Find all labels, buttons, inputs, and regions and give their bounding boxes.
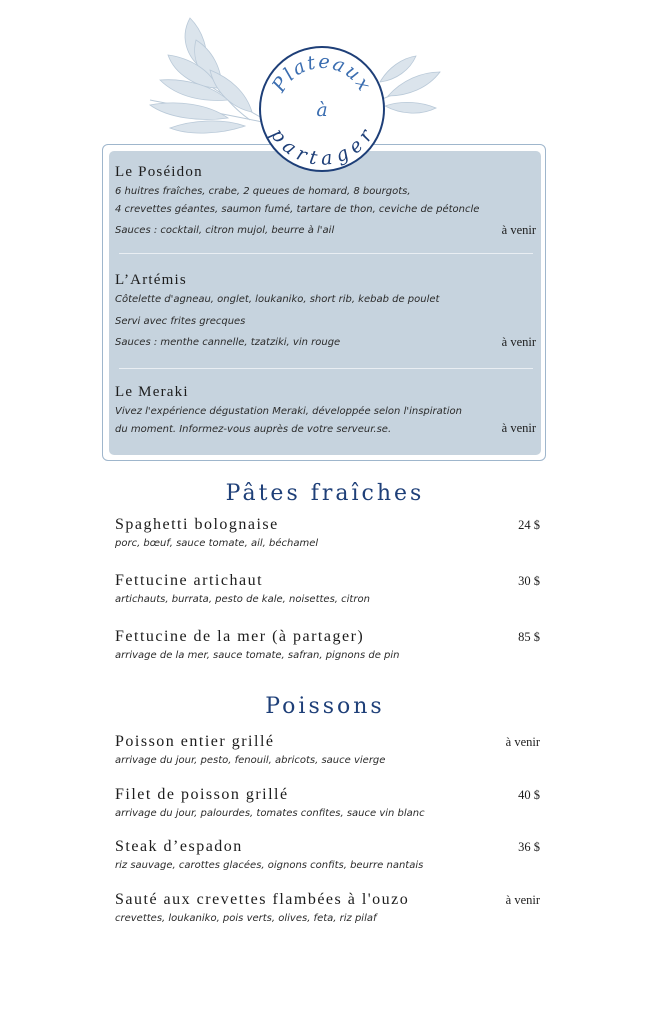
platter-price: à venir	[501, 223, 536, 237]
item-price: 24 $	[518, 518, 540, 532]
item-price: 85 $	[518, 630, 540, 644]
section-title-pates: Pâtes fraîches	[225, 481, 425, 506]
badge-line3: partager	[265, 124, 379, 170]
item-description: crevettes, loukaniko, pois verts, olives, feta, riz pilaf	[115, 913, 377, 924]
menu-item	[115, 628, 540, 668]
section-title-poissons: Poissons	[265, 694, 385, 719]
item-description: arrivage du jour, pesto, fenouil, abricots, sauce vierge	[115, 755, 386, 766]
platter-name: Le Poséidon	[115, 164, 203, 180]
item-name: Fettucine de la mer (à partager)	[115, 628, 365, 645]
platter-name: Le Meraki	[115, 384, 189, 400]
menu-item	[115, 572, 540, 612]
svg-text:Plateaux	[267, 51, 376, 97]
item-name: Fettucine artichaut	[115, 572, 264, 589]
divider	[119, 368, 533, 369]
menu-item	[115, 891, 540, 931]
badge-line1: Plateaux	[267, 50, 377, 97]
item-price: à venir	[505, 735, 540, 749]
menu-item	[115, 516, 540, 556]
platter-desc-line: 4 crevettes géantes, saumon fumé, tartare de thon, ceviche de pétoncle	[115, 204, 480, 215]
platter-desc-line: du moment. Informez-vous auprès de votre serveur.se.	[115, 424, 392, 435]
item-description: riz sauvage, carottes glacées, oignons confits, beurre nantais	[115, 860, 424, 871]
platter-sauces: Sauces : cocktail, citron mujol, beurre à l'ail	[115, 225, 335, 236]
platter-desc-line: 6 huitres fraîches, crabe, 2 queues de homard, 8 bourgots,	[115, 186, 411, 197]
menu-item	[115, 733, 540, 773]
platter-desc-line: Côtelette d'agneau, onglet, loukaniko, short rib, kebab de poulet	[115, 294, 440, 305]
platter-desc-line: Vivez l'expérience dégustation Meraki, développée selon l'inspiration	[115, 406, 462, 417]
item-description: artichauts, burrata, pesto de kale, noisettes, citron	[115, 594, 370, 605]
item-name: Sauté aux crevettes flambées à l'ouzo	[115, 891, 410, 908]
item-name: Spaghetti bolognaise	[115, 516, 279, 533]
platter-sauces: Sauces : menthe cannelle, tzatziki, vin rouge	[115, 337, 341, 348]
item-name: Filet de poisson grillé	[115, 786, 289, 803]
platter-desc-line: Servi avec frites grecques	[115, 316, 246, 327]
plateaux-badge	[259, 46, 385, 172]
platter-artemis	[115, 272, 536, 352]
platter-price: à venir	[501, 335, 536, 349]
badge-line2: à	[316, 99, 328, 121]
item-description: porc, bœuf, sauce tomate, ail, béchamel	[115, 538, 319, 549]
item-description: arrivage du jour, palourdes, tomates confites, sauce vin blanc	[115, 808, 425, 819]
divider	[119, 253, 533, 254]
item-price: 36 $	[518, 840, 540, 854]
platter-poseidon	[115, 164, 536, 244]
item-name: Poisson entier grillé	[115, 733, 275, 750]
platter-name: L’Artémis	[115, 272, 187, 288]
item-name: Steak d’espadon	[115, 838, 243, 855]
item-price: 40 $	[518, 788, 540, 802]
menu-item	[115, 786, 540, 826]
item-price: à venir	[505, 893, 540, 907]
item-description: arrivage de la mer, sauce tomate, safran, pignons de pin	[115, 650, 400, 661]
menu-item	[115, 838, 540, 878]
platter-meraki	[115, 384, 536, 444]
item-price: 30 $	[518, 574, 540, 588]
platter-price: à venir	[501, 421, 536, 435]
